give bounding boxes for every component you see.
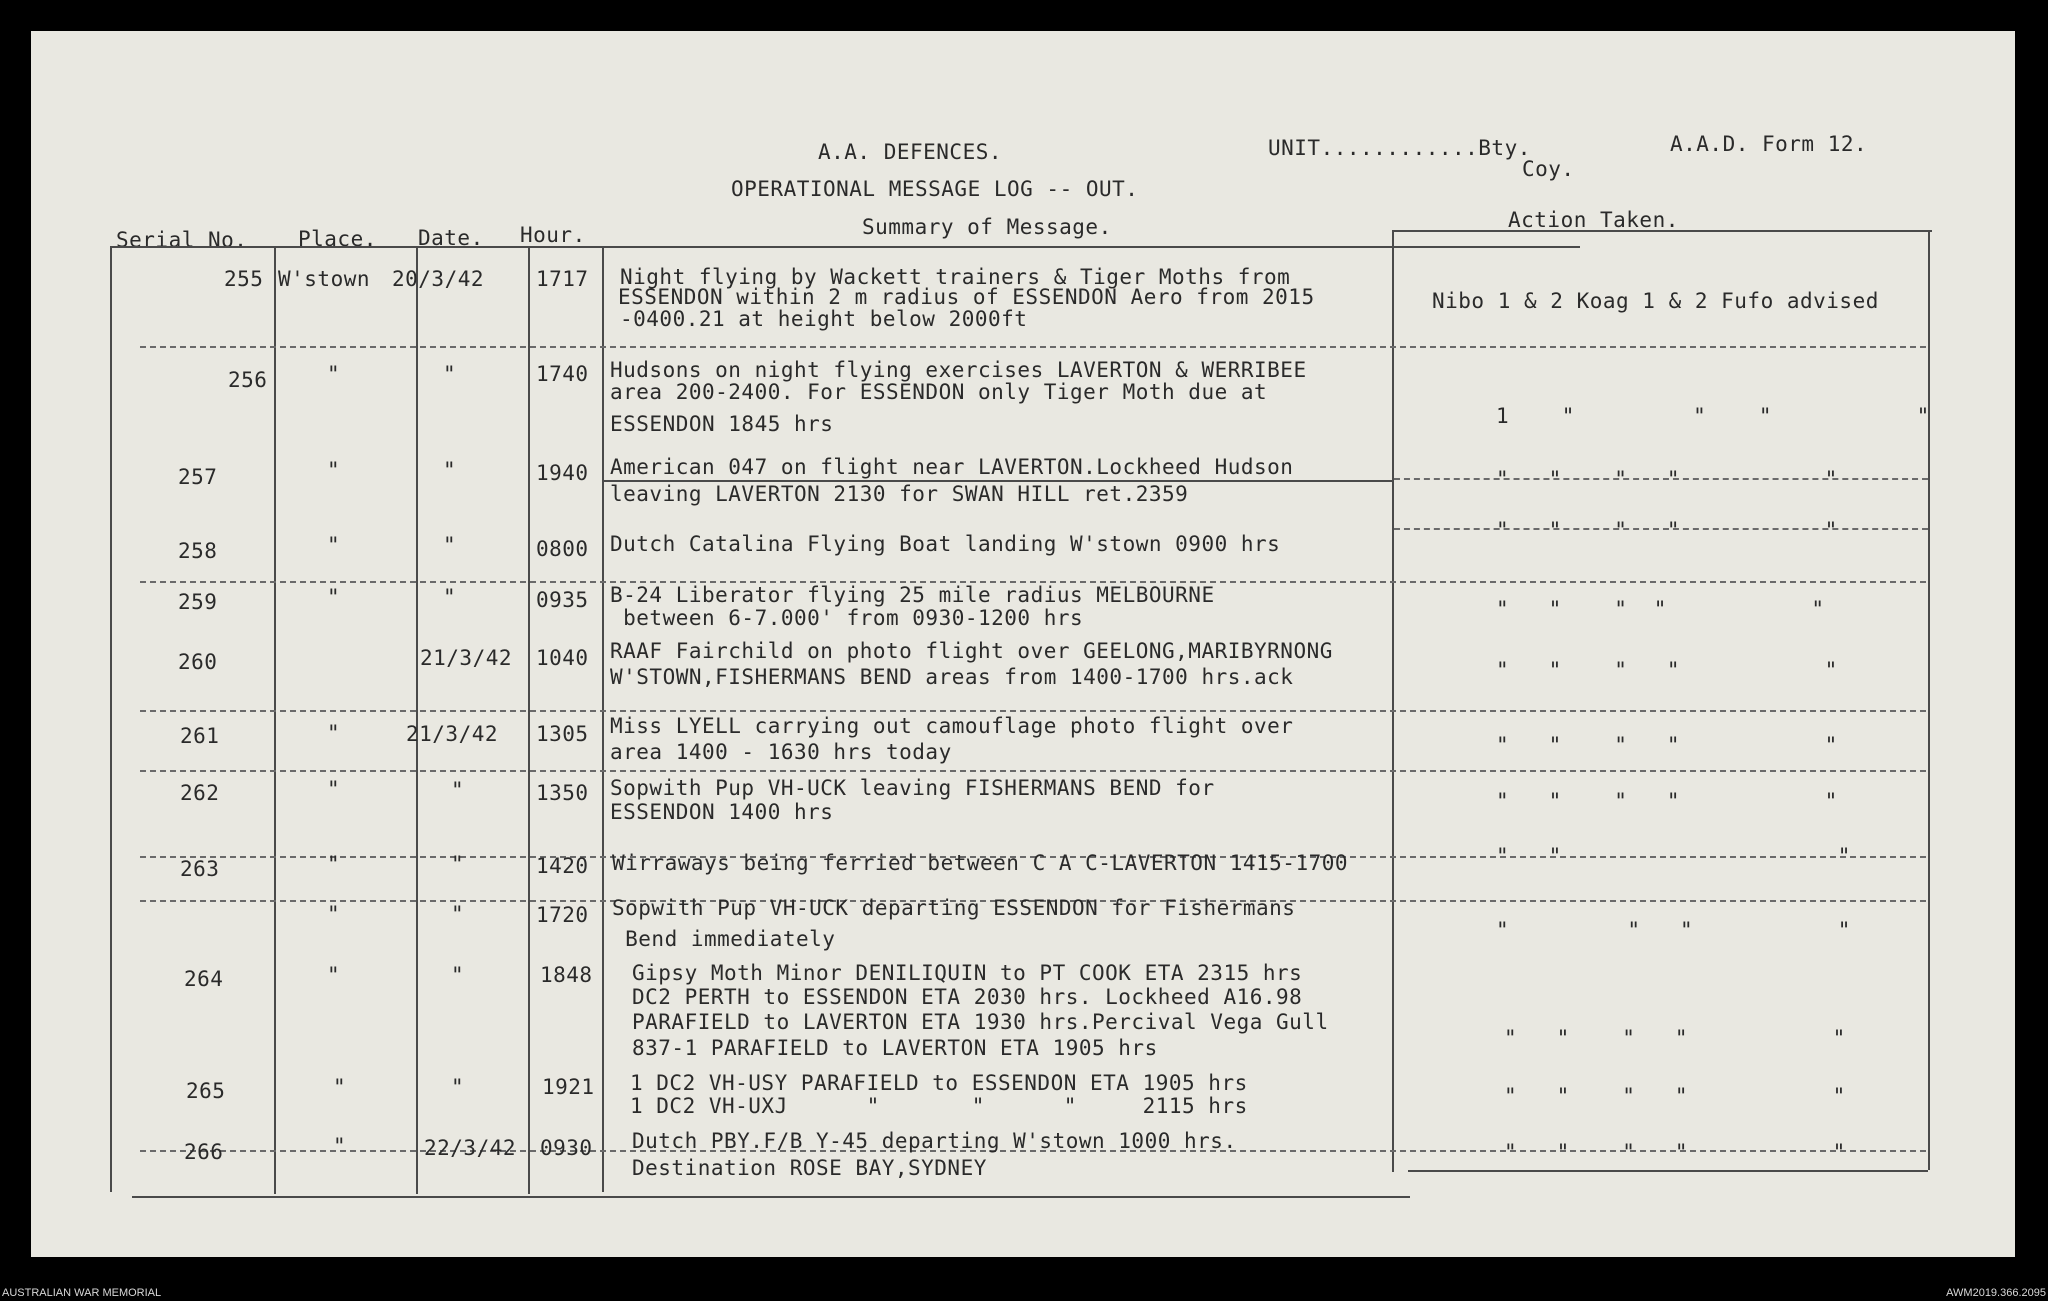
table-left-border: [110, 246, 112, 1192]
serial-number: 258: [178, 539, 218, 563]
message-line: Destination ROSE BAY,SYDNEY: [632, 1156, 987, 1180]
place: ": [327, 902, 341, 926]
message-line: ESSENDON 1845 hrs: [610, 412, 834, 436]
date: ": [451, 778, 465, 802]
column-divider-date: [416, 248, 418, 1194]
hour: 1040: [536, 646, 589, 670]
serial-number: 263: [180, 857, 220, 881]
action-taken: " " " " ": [1496, 597, 1825, 621]
action-taken: " " " " ": [1504, 1084, 1846, 1108]
message-line: Gipsy Moth Minor DENILIQUIN to PT COOK ETA 2315 hrs: [632, 961, 1303, 985]
place: ": [327, 963, 341, 987]
date: ": [443, 585, 457, 609]
date: ": [443, 362, 457, 386]
date: 21/3/42: [420, 646, 513, 670]
column-header-date: Date.: [418, 226, 484, 250]
message-line: B-24 Liberator flying 25 mile radius MELBOURNE: [610, 583, 1215, 607]
date: 21/3/42: [406, 722, 499, 746]
hour: 1740: [536, 362, 589, 386]
unit-label: UNIT............Bty.: [1268, 136, 1531, 160]
place: ": [327, 458, 341, 482]
message-line: -0400.21 at height below 2000ft: [620, 307, 1028, 331]
hour: 0800: [536, 537, 589, 561]
date: ": [451, 1075, 465, 1099]
action-taken: " " ": [1496, 844, 1851, 868]
serial-number: 257: [178, 465, 218, 489]
column-header-serial: Serial No.: [116, 228, 248, 252]
action-taken: " " " " ": [1504, 1140, 1846, 1164]
table-bottom-border: [132, 1196, 1410, 1198]
place: ": [333, 1134, 347, 1158]
serial-number: 259: [178, 590, 218, 614]
hour: 0935: [536, 588, 589, 612]
hour: 1720: [536, 903, 589, 927]
column-divider-summary: [602, 246, 604, 1192]
column-divider-hour: [528, 248, 530, 1194]
message-line: PARAFIELD to LAVERTON ETA 1930 hrs.Percival Vega Gull: [632, 1010, 1329, 1034]
date: ": [443, 458, 457, 482]
action-bottom-border: [1408, 1170, 1928, 1172]
date: ": [443, 533, 457, 557]
hour: 1305: [536, 722, 589, 746]
message-line: 837-1 PARAFIELD to LAVERTON ETA 1905 hrs: [632, 1036, 1158, 1060]
date: ": [451, 902, 465, 926]
place: ": [327, 533, 341, 557]
hour: 1717: [536, 267, 589, 291]
row-separator: [140, 770, 1926, 772]
coy-label: Coy.: [1522, 157, 1575, 181]
hour: 1350: [536, 781, 589, 805]
serial-number: 264: [184, 967, 224, 991]
action-top-border: [1392, 230, 1932, 232]
message-line: Miss LYELL carrying out camouflage photo flight over: [610, 714, 1294, 738]
place: ": [327, 585, 341, 609]
column-header-place: Place.: [298, 227, 377, 251]
row-separator: [140, 710, 1926, 712]
hour: 1921: [542, 1075, 595, 1099]
column-divider-place: [274, 248, 276, 1194]
message-line: ESSENDON 1400 hrs: [610, 800, 834, 824]
footer-institution: AUSTRALIAN WAR MEMORIAL: [2, 1287, 162, 1299]
hour: 1848: [540, 963, 593, 987]
message-line: 1 DC2 VH-UXJ " " " 2115 hrs: [630, 1094, 1248, 1118]
hour: 0930: [540, 1136, 593, 1160]
document-title: A.A. DEFENCES.: [818, 140, 1003, 164]
column-header-action: Action Taken.: [1508, 208, 1679, 232]
serial-number: 260: [178, 650, 218, 674]
place: ": [327, 362, 341, 386]
date: 22/3/42: [424, 1136, 517, 1160]
table-right-border: [1928, 230, 1930, 1170]
action-taken: " " " " ": [1496, 733, 1838, 757]
message-line: ESSENDON within 2 m radius of ESSENDON Aero from 2015: [618, 285, 1315, 309]
document-subtitle: OPERATIONAL MESSAGE LOG -- OUT.: [731, 177, 1139, 201]
column-header-summary: Summary of Message.: [862, 215, 1112, 239]
place: ": [327, 852, 341, 876]
action-taken: " " " " ": [1496, 789, 1838, 813]
action-taken: " " " " ": [1496, 658, 1838, 682]
action-taken: 1 " " " ": [1496, 404, 1930, 428]
message-line: Bend immediately: [612, 927, 836, 951]
message-line: American 047 on flight near LAVERTON.Lockheed Hudson: [610, 455, 1294, 479]
action-taken: " " " " ": [1496, 518, 1838, 542]
column-header-hour: Hour.: [520, 223, 586, 247]
message-line: Dutch Catalina Flying Boat landing W'stown 0900 hrs: [610, 532, 1281, 556]
place: W'stown: [278, 267, 371, 291]
serial-number: 256: [228, 368, 268, 392]
message-line: area 1400 - 1630 hrs today: [610, 740, 952, 764]
message-line: Sopwith Pup VH-UCK departing ESSENDON for Fishermans: [612, 896, 1296, 920]
action-taken: Nibo 1 & 2 Koag 1 & 2 Fufo advised: [1432, 289, 1879, 313]
hour: 1940: [536, 461, 589, 485]
message-line: 1 DC2 VH-USY PARAFIELD to ESSENDON ETA 1905 hrs: [630, 1071, 1248, 1095]
date: ": [451, 963, 465, 987]
action-taken: " " " " ": [1504, 1026, 1846, 1050]
place: ": [333, 1075, 347, 1099]
footer-accession-number: AWM2019.366.2095: [1946, 1287, 2046, 1299]
message-line: Night flying by Wackett trainers & Tiger Moths from: [620, 265, 1291, 289]
serial-number: 266: [184, 1140, 224, 1164]
action-taken: " " " " ": [1496, 467, 1838, 491]
table-top-border: [110, 246, 1580, 248]
message-line: Wirraways being ferried between C A C-LAVERTON 1415-1700: [612, 851, 1349, 875]
serial-number: 265: [186, 1079, 226, 1103]
date: 20/3/42: [392, 267, 485, 291]
message-line: area 200-2400. For ESSENDON only Tiger Moth due at: [610, 380, 1268, 404]
message-line: leaving LAVERTON 2130 for SWAN HILL ret.2359: [610, 482, 1189, 506]
serial-number: 262: [180, 781, 220, 805]
hour: 1420: [536, 854, 589, 878]
message-line: Hudsons on night flying exercises LAVERTON & WERRIBEE: [610, 358, 1307, 382]
column-divider-action: [1392, 232, 1394, 1172]
place: ": [327, 721, 341, 745]
serial-number: 261: [180, 724, 220, 748]
message-line: Dutch PBY.F/B Y-45 departing W'stown 1000 hrs.: [632, 1129, 1237, 1153]
form-number: A.A.D. Form 12.: [1670, 132, 1868, 156]
message-line: Sopwith Pup VH-UCK leaving FISHERMANS BEND for: [610, 776, 1215, 800]
message-line: RAAF Fairchild on photo flight over GEELONG,MARIBYRNONG: [610, 639, 1333, 663]
message-line: between 6-7.000' from 0930-1200 hrs: [610, 606, 1084, 630]
place: ": [327, 777, 341, 801]
row-separator: [140, 346, 1926, 348]
date: ": [451, 852, 465, 876]
message-line: W'STOWN,FISHERMANS BEND areas from 1400-1700 hrs.ack: [610, 665, 1294, 689]
serial-number: 255: [224, 267, 264, 291]
message-line: DC2 PERTH to ESSENDON ETA 2030 hrs. Lockheed A16.98: [632, 985, 1303, 1009]
action-taken: " " " ": [1496, 918, 1851, 942]
